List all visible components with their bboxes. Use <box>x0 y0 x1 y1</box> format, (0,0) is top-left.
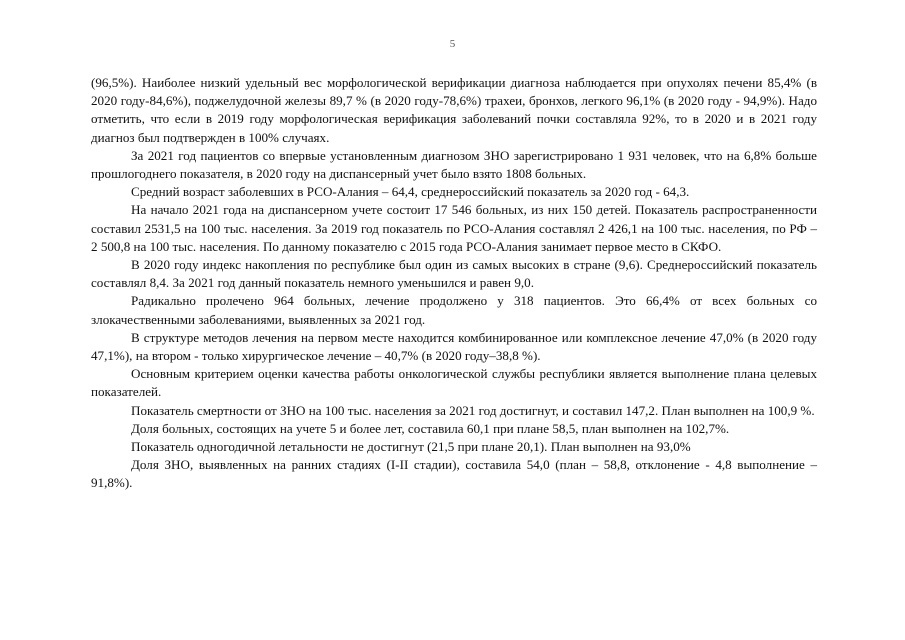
paragraph-mortality: Показатель смертности от ЗНО на 100 тыс. населения за 2021 год достигнут, и составил 147,2. План выполнен на 100,9 %. <box>131 402 815 418</box>
paragraph-radical-treatment: Радикально пролечено 964 больных, лечение продолжено у 318 пациентов. Это 66,4% от всех больных со злокачественными заболеваниями, выявленных за 2021 год. <box>91 293 817 327</box>
paragraph-accumulation-index: В 2020 году индекс накопления по республике был один из самых высоких в стране (9,6). Среднероссийский показатель составлял 8,4. За 2021 год данный показатель немного уменьшился и равен 9,0. <box>91 257 817 291</box>
paragraph-prevalence: На начало 2021 года на диспансерном учете состоит 17 546 больных, из них 150 детей. Показатель распространенности составил 2531,5 на 100 тыс. населения. За 2019 год показатель по РСО-Алания составлял 2 426,1 на 100 тыс. населения, по РФ – 2 500,8 на 100 тыс. населения. По данному показателю с 2015 года РСО-Алания занимает первое место в СКФО. <box>91 202 817 254</box>
paragraph-verification: (96,5%). Наиболее низкий удельный вес морфологической верификации диагноза наблюдается при опухолях печени 85,4% (в 2020 году-84,6%), поджелудочной железы 89,7 % (в 2020 году-78,6%) трахеи, бронхов, легкого 96,1% (в 2020 году - 94,9%). Надо отметить, что если в 2019 году морфологическая верификация заболеваний почки составляла 92%, то в 2020 и в 2021 году диагноз был подтвержден в 100% случаях. <box>91 75 817 145</box>
paragraph-average-age: Средний возраст заболевших в РСО-Алания – 64,4, среднероссийский показатель за 2020 год - 64,3. <box>131 184 690 200</box>
paragraph-quality-criteria: Основным критерием оценки качества работы онкологической службы республики является выполнение плана целевых показателей. <box>91 366 817 400</box>
document-body <box>91 74 817 493</box>
paragraph-early-stages: Доля ЗНО, выявленных на ранних стадиях (I-II стадии), составила 54,0 (план – 58,8, отклонение - 4,8 выполнение – 91,8%). <box>91 457 817 491</box>
paragraph-one-year-lethality: Показатель одногодичной летальности не достигнут (21,5 при плане 20,1). План выполнен на 93,0% <box>131 439 691 455</box>
paragraph-treatment-structure: В структуре методов лечения на первом месте находится комбинированное или комплексное лечение 47,0% (в 2020 году 47,1%), на втором - только хирургическое лечение – 40,7% (в 2020 году–38,8 %). <box>91 329 817 364</box>
paragraph-new-cases: За 2021 год пациентов со впервые установленным диагнозом ЗНО зарегистрировано 1 931 человек, что на 6,8% больше прошлогоднего показателя, в 2020 году на диспансерный учет было взято 1808 больных. <box>91 147 817 182</box>
page-number: 5 <box>449 38 456 50</box>
paragraph-five-year-survivors: Доля больных, состоящих на учете 5 и более лет, составила 60,1 при плане 58,5, план выполнен на 102,7%. <box>131 420 730 436</box>
